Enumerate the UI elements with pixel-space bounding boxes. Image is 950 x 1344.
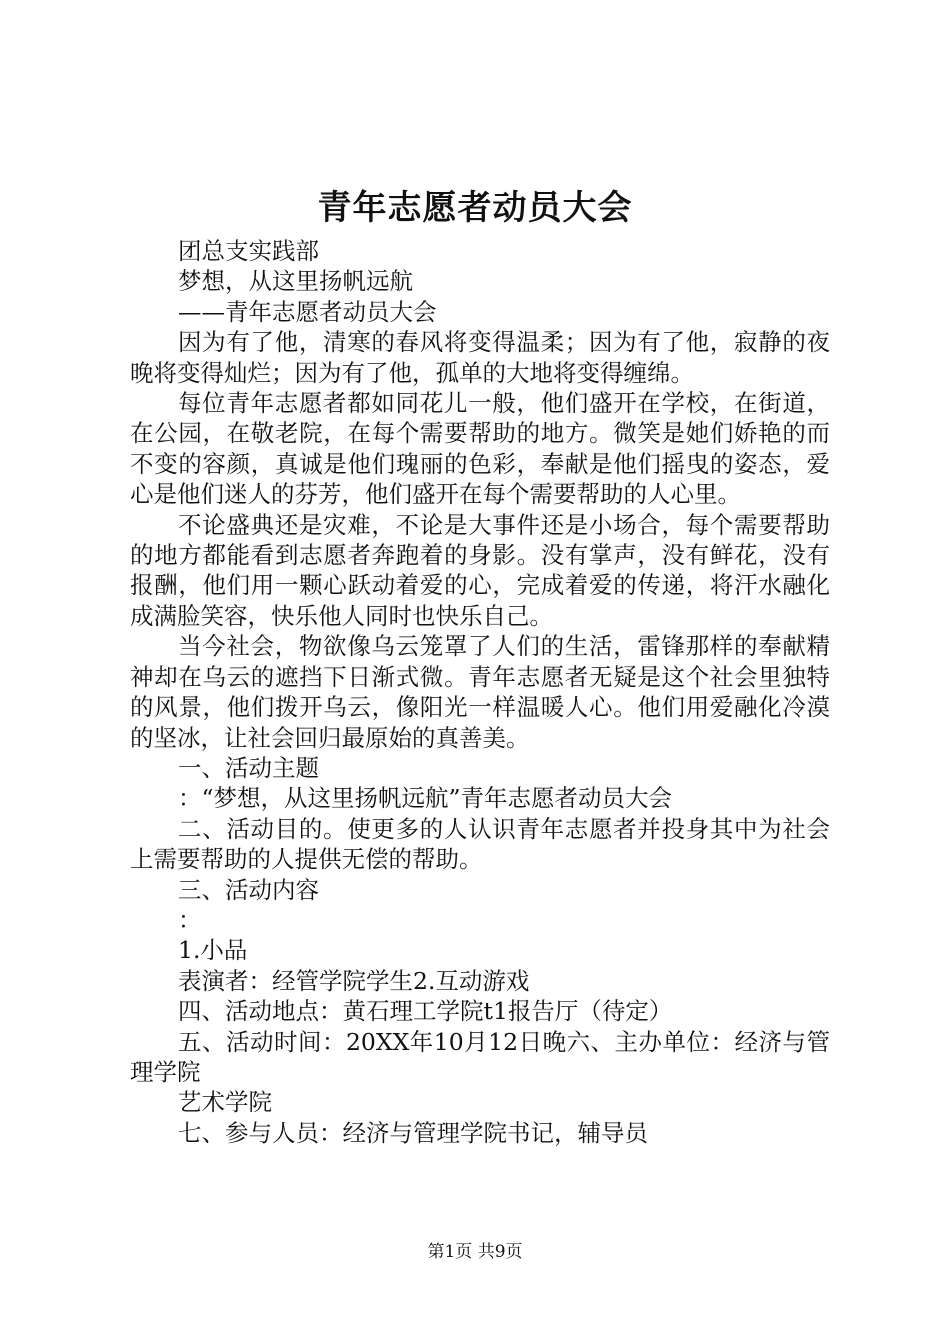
- section-participants: 七、参与人员：经济与管理学院书记，辅导员: [178, 1118, 648, 1147]
- document-title: 青年志愿者动员大会: [317, 188, 633, 228]
- paragraph-flowers: 每位青年志愿者都如同花儿一般，他们盛开在学校，在街道，在公园，在敬老院，在每个需要帮助的地方。微笑是她们娇艳的而不变的容颜，真诚是他们瑰丽的色彩，奉献是他们摇曳的姿态，爱心是他们迷人的芬芳，他们盛开在每个需要帮助的人心里。: [130, 389, 830, 509]
- section-purpose: 二、活动目的。使更多的人认识青年志愿者并投身其中为社会上需要帮助的人提供无偿的帮助。: [130, 814, 830, 874]
- section-time-organizer: 五、活动时间：20XX年10月12日晚六、主办单位：经济与管理学院: [130, 1027, 830, 1086]
- paragraph-intro: 因为有了他，清寒的春风将变得温柔；因为有了他，寂静的夜晚将变得灿烂；因为有了他，孤单的大地将变得缠绵。: [130, 328, 830, 387]
- slogan-line: 梦想，从这里扬帆远航: [178, 267, 413, 296]
- section-theme-content: ：“梦想，从这里扬帆远航”青年志愿者动员大会: [178, 784, 673, 813]
- section-content-colon: ：: [178, 905, 202, 934]
- department-line: 团总支实践部: [178, 237, 319, 265]
- document-body: [130, 236, 830, 1148]
- section-location: 四、活动地点：黄石理工学院t1报告厅（待定）: [178, 997, 673, 1026]
- subtitle-line: ——青年志愿者动员大会: [178, 297, 437, 326]
- section-theme-heading: 一、活动主题: [178, 753, 319, 782]
- content-item-skit: 1.小品: [178, 936, 248, 965]
- paragraph-society: 当今社会，物欲像乌云笼罩了人们的生活，雷锋那样的奉献精神却在乌云的遮挡下日渐式微。青年志愿者无疑是这个社会里独特的风景，他们拨开乌云，像阳光一样温暖人心。他们用爱融化冷漠的坚冰，让社会回归最原始的真善美。: [130, 632, 830, 752]
- content-item-performers: 表演者：经管学院学生2.互动游戏: [178, 966, 530, 995]
- paragraph-presence: 不论盛典还是灾难，不论是大事件还是小场合，每个需要帮助的地方都能看到志愿者奔跑着的身影。没有掌声，没有鲜花，没有报酬，他们用一颗心跃动着爱的心，完成着爱的传递，将汗水融化成满脸笑容，快乐他人同时也快乐自己。: [130, 510, 830, 630]
- page-footer: 第1页 共9页: [427, 1242, 523, 1262]
- organizer-art-college: 艺术学院: [178, 1088, 272, 1117]
- section-content-heading: 三、活动内容: [178, 875, 319, 904]
